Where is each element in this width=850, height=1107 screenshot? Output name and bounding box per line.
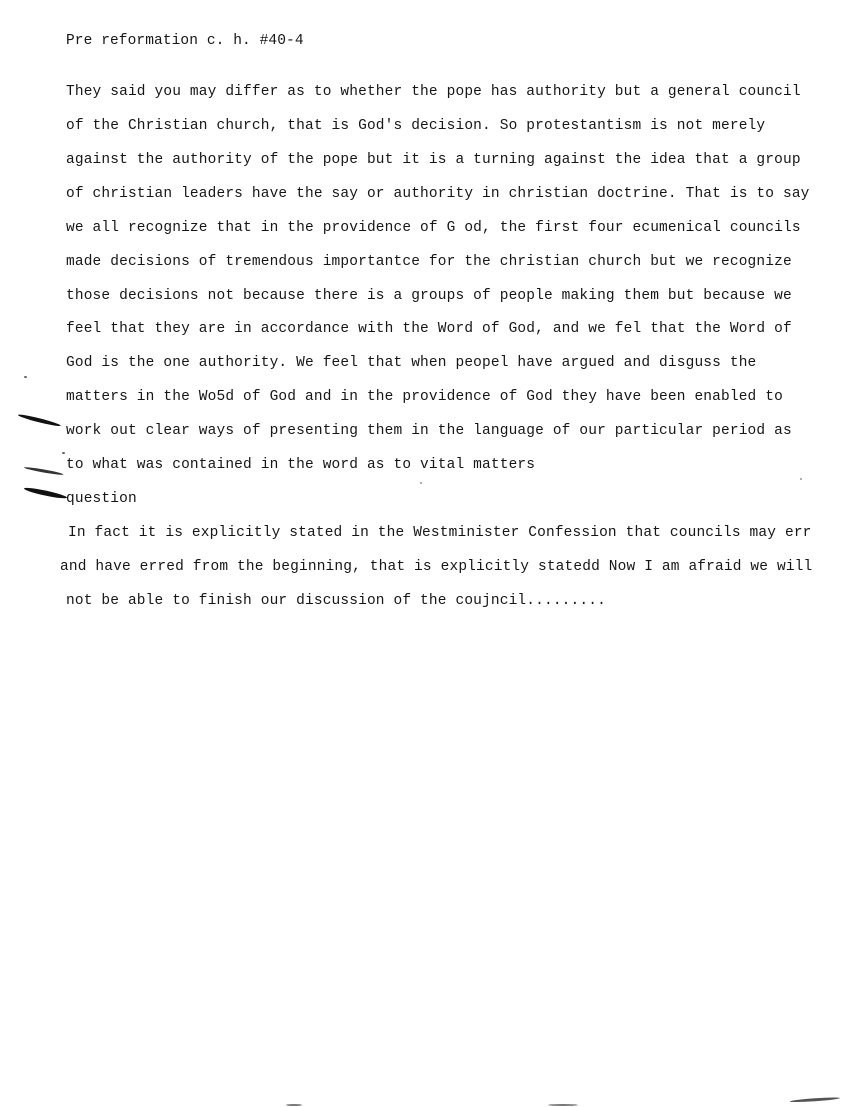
body-line: matters in the Wo5d of God and in the providence of God they have been enabled to [66,389,783,405]
body-line: we all recognize that in the providence of G od, the first four ecumenical councils [66,220,801,236]
document-heading: Pre reformation c. h. #40-4 [66,33,304,49]
body-line: They said you may differ as to whether the pope has authority but a general council [66,84,801,100]
body-line: against the authority of the pope but it is a turning against the idea that a group [66,152,801,168]
speck-mark [24,376,27,378]
body-line: and have erred from the beginning, that is explicitly statedd Now I am afraid we will [60,559,813,575]
smudge-mark [24,466,64,476]
margin-label: question [66,491,137,507]
smudge-mark [18,413,62,428]
speck-mark [62,452,65,454]
body-line: those decisions not because there is a groups of people making them but because we [66,288,792,304]
body-line: work out clear ways of presenting them in the language of our particular period as [66,423,792,439]
smudge-mark [23,486,67,500]
body-line: In fact it is explicitly stated in the Westminister Confession that councils may err [68,525,812,541]
speck-mark [800,478,802,480]
smudge-mark [286,1104,302,1106]
body-line: of christian leaders have the say or authority in christian doctrine. That is to say [66,186,810,202]
smudge-mark [548,1104,578,1106]
body-line: not be able to finish our discussion of the coujncil......... [66,593,606,609]
body-line: feel that they are in accordance with the Word of God, and we fel that the Word of [66,321,792,337]
body-line: God is the one authority. We feel that when peopel have argued and disguss the [66,355,757,371]
smudge-mark [790,1097,840,1103]
body-line: to what was contained in the word as to vital matters [66,457,536,473]
body-line: of the Christian church, that is God's decision. So protestantism is not merely [66,118,766,134]
speck-mark [420,482,422,484]
body-line: made decisions of tremendous importantce for the christian church but we recognize [66,254,792,270]
